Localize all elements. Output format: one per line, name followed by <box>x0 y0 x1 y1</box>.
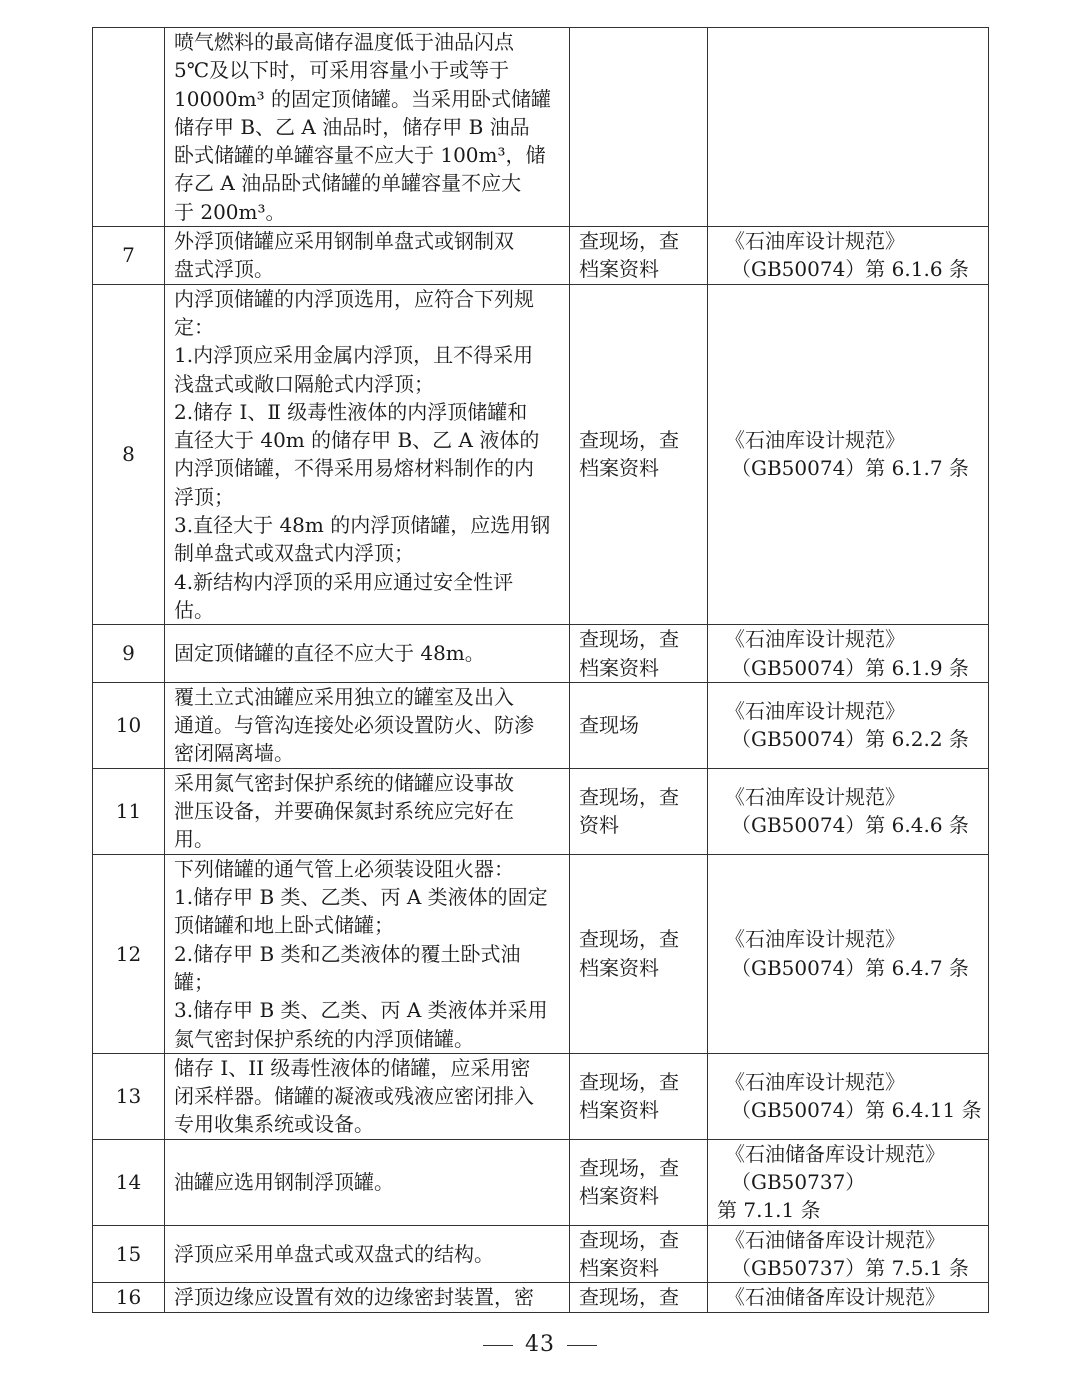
method-line: 查现场，查 <box>579 1070 679 1094</box>
requirement-text <box>165 284 570 625</box>
table-row <box>93 1139 989 1225</box>
reference-standard: 《石油储备库设计规范》 <box>725 1141 945 1166</box>
check-method <box>570 1283 708 1312</box>
requirement-line: 氮气密封保护系统的内浮顶储罐。 <box>174 1026 474 1051</box>
reference <box>708 768 989 854</box>
table-body <box>93 28 989 1313</box>
row-number: 16 <box>93 1283 165 1312</box>
requirement-line: 用。 <box>174 827 214 852</box>
page-dash-right <box>567 1345 597 1346</box>
reference-clause: （GB50074）第 6.1.9 条 <box>731 655 969 680</box>
method-line: 查现场，查 <box>579 1285 679 1310</box>
method-line: 查现场，查 <box>579 1227 679 1252</box>
reference <box>708 682 989 768</box>
requirement-line: 喷气燃料的最高储存温度低于油品闪点 <box>174 30 514 54</box>
method-line: 资料 <box>579 813 619 838</box>
row-number: 9 <box>93 625 165 683</box>
requirement-line: 5℃及以下时，可采用容量小于或等于 <box>174 58 510 83</box>
table-row <box>93 1225 989 1283</box>
page-number <box>0 1332 1080 1357</box>
requirement-line: 罐； <box>174 969 214 994</box>
check-method <box>570 768 708 854</box>
row-number: 7 <box>93 227 165 285</box>
check-method <box>570 1139 708 1225</box>
requirement-line: 储存 I、II 级毒性液体的储罐，应采用密 <box>174 1055 531 1080</box>
row-number: 14 <box>93 1139 165 1225</box>
reference-clause: （GB50074）第 6.4.6 条 <box>731 813 969 838</box>
requirement-line: 直径大于 40m 的储存甲 B、乙 A 液体的 <box>174 428 540 453</box>
method-line: 查现场，查 <box>579 927 679 952</box>
requirement-text <box>165 768 570 854</box>
reference-clause: （GB50074）第 6.1.6 条 <box>731 257 969 282</box>
requirement-line: 浮顶应采用单盘式或双盘式的结构。 <box>174 1241 494 1266</box>
reference <box>708 854 989 1053</box>
requirement-line: 定： <box>174 314 214 339</box>
requirement-text <box>165 625 570 683</box>
row-number <box>93 28 165 227</box>
row-number: 13 <box>93 1053 165 1139</box>
reference-clause: （GB50074）第 6.4.7 条 <box>731 955 969 980</box>
reference-standard: 《石油库设计规范》 <box>725 927 905 952</box>
row-number: 11 <box>93 768 165 854</box>
page-number-text: 43 <box>525 1332 555 1357</box>
requirement-line: 2.储存甲 B 类和乙类液体的覆土卧式油 <box>174 941 521 966</box>
reference <box>708 1053 989 1139</box>
check-method <box>570 227 708 285</box>
check-method <box>570 854 708 1053</box>
requirement-text <box>165 227 570 285</box>
reference-standard: 《石油库设计规范》 <box>725 699 905 724</box>
method-line: 查现场，查 <box>579 1156 679 1180</box>
reference <box>708 284 989 625</box>
requirement-line: 油罐应选用钢制浮顶罐。 <box>174 1170 394 1195</box>
reference-clause: （GB50074）第 6.1.7 条 <box>731 456 969 481</box>
reference <box>708 1139 989 1225</box>
check-method <box>570 625 708 683</box>
table-row <box>93 854 989 1053</box>
requirement-line: 覆土立式油罐应采用独立的罐室及出入 <box>174 684 514 709</box>
reference-standard: 《石油储备库设计规范》 <box>725 1285 945 1310</box>
check-method <box>570 28 708 227</box>
reference-standard: 《石油库设计规范》 <box>725 1070 905 1094</box>
requirement-line: 卧式储罐的单罐容量不应大于 100m³，储 <box>174 143 546 168</box>
requirement-line: 闭采样器。储罐的凝液或残液应密闭排入 <box>174 1084 534 1109</box>
reference-standard: 《石油库设计规范》 <box>725 229 905 254</box>
method-line: 查现场，查 <box>579 627 679 652</box>
method-line: 档案资料 <box>579 1256 659 1281</box>
check-method <box>570 682 708 768</box>
requirement-text <box>165 1139 570 1225</box>
requirement-line: 3.直径大于 48m 的内浮顶储罐，应选用钢 <box>174 513 551 538</box>
row-number: 10 <box>93 682 165 768</box>
reference-standard: 《石油库设计规范》 <box>725 428 905 453</box>
requirement-text <box>165 1225 570 1283</box>
requirement-line: 4.新结构内浮顶的采用应通过安全性评 <box>174 569 514 594</box>
check-method <box>570 1053 708 1139</box>
requirement-line: 密闭隔离墙。 <box>174 741 294 766</box>
requirement-line: 浅盘式或敞口隔舱式内浮顶； <box>174 371 434 396</box>
row-number: 8 <box>93 284 165 625</box>
method-line: 档案资料 <box>579 1184 659 1209</box>
method-line: 档案资料 <box>579 955 659 980</box>
requirement-line: 专用收集系统或设备。 <box>174 1112 374 1137</box>
table-row <box>93 1283 989 1312</box>
method-line: 查现场，查 <box>579 428 679 453</box>
reference <box>708 1225 989 1283</box>
table-row <box>93 682 989 768</box>
reference <box>708 625 989 683</box>
requirement-text <box>165 28 570 227</box>
method-line: 查现场 <box>579 713 639 738</box>
reference <box>708 227 989 285</box>
requirement-line: 浮顶； <box>174 484 234 509</box>
table-row <box>93 227 989 285</box>
requirement-line: 外浮顶储罐应采用钢制单盘式或钢制双 <box>174 229 514 254</box>
requirement-line: 顶储罐和地上卧式储罐； <box>174 913 394 938</box>
requirement-text <box>165 854 570 1053</box>
page-dash-left <box>483 1345 513 1346</box>
method-line: 查现场，查 <box>579 229 679 254</box>
requirement-line: 通道。与管沟连接处必须设置防火、防渗 <box>174 713 534 738</box>
requirement-text <box>165 1283 570 1312</box>
requirement-line: 内浮顶储罐，不得采用易熔材料制作的内 <box>174 456 534 481</box>
reference-clause: 第 7.1.1 条 <box>717 1198 821 1223</box>
reference-clause: （GB50737）第 7.5.1 条 <box>731 1256 969 1281</box>
row-number: 15 <box>93 1225 165 1283</box>
requirement-line: 泄压设备，并要确保氮封系统应完好在 <box>174 799 514 824</box>
method-line: 档案资料 <box>579 456 659 481</box>
reference <box>708 1283 989 1312</box>
table-row <box>93 28 989 227</box>
table-row <box>93 1053 989 1139</box>
method-line: 档案资料 <box>579 257 659 282</box>
method-line: 查现场，查 <box>579 784 679 809</box>
reference-standard: 《石油库设计规范》 <box>725 627 905 652</box>
requirement-line: 1.内浮顶应采用金属内浮顶，且不得采用 <box>174 343 534 368</box>
requirement-line: 内浮顶储罐的内浮顶选用，应符合下列规 <box>174 286 534 311</box>
reference-standard: 《石油储备库设计规范》 <box>725 1227 945 1252</box>
table-row <box>93 768 989 854</box>
requirement-line: 10000m³ 的固定顶储罐。当采用卧式储罐 <box>174 86 551 111</box>
requirement-line: 2.储存 Ⅰ、Ⅱ 级毒性液体的内浮顶储罐和 <box>174 399 528 424</box>
requirement-line: 存乙 A 油品卧式储罐的单罐容量不应大 <box>174 171 522 196</box>
requirement-line: 1.储存甲 B 类、乙类、丙 A 类液体的固定 <box>174 885 548 910</box>
requirement-line: 下列储罐的通气管上必须装设阻火器： <box>174 856 514 881</box>
reference-clause: （GB50074）第 6.4.11 条 <box>731 1098 982 1123</box>
reference-standard: 《石油库设计规范》 <box>725 784 905 809</box>
reference-clause: （GB50074）第 6.2.2 条 <box>731 727 969 752</box>
requirement-text <box>165 682 570 768</box>
requirement-line: 估。 <box>174 597 214 622</box>
requirement-line: 采用氮气密封保护系统的储罐应设事故 <box>174 770 514 795</box>
requirement-text <box>165 1053 570 1139</box>
requirement-line: 制单盘式或双盘式内浮顶； <box>174 541 414 566</box>
row-number: 12 <box>93 854 165 1053</box>
requirement-line: 浮顶边缘应设置有效的边缘密封装置，密 <box>174 1285 534 1310</box>
method-line: 档案资料 <box>579 655 659 680</box>
reference-code: （GB50737） <box>731 1170 866 1195</box>
table-row <box>93 625 989 683</box>
requirement-line: 储存甲 B、乙 A 油品时，储存甲 B 油品 <box>174 114 530 139</box>
requirement-line: 固定顶储罐的直径不应大于 48m。 <box>174 641 485 666</box>
reference <box>708 28 989 227</box>
check-method <box>570 284 708 625</box>
inspection-table <box>92 27 989 1313</box>
check-method <box>570 1225 708 1283</box>
method-line: 档案资料 <box>579 1098 659 1123</box>
requirement-line: 盘式浮顶。 <box>174 257 274 282</box>
requirement-line: 于 200m³。 <box>174 199 286 224</box>
requirement-line: 3.储存甲 B 类、乙类、丙 A 类液体并采用 <box>174 998 548 1023</box>
table-row <box>93 284 989 625</box>
